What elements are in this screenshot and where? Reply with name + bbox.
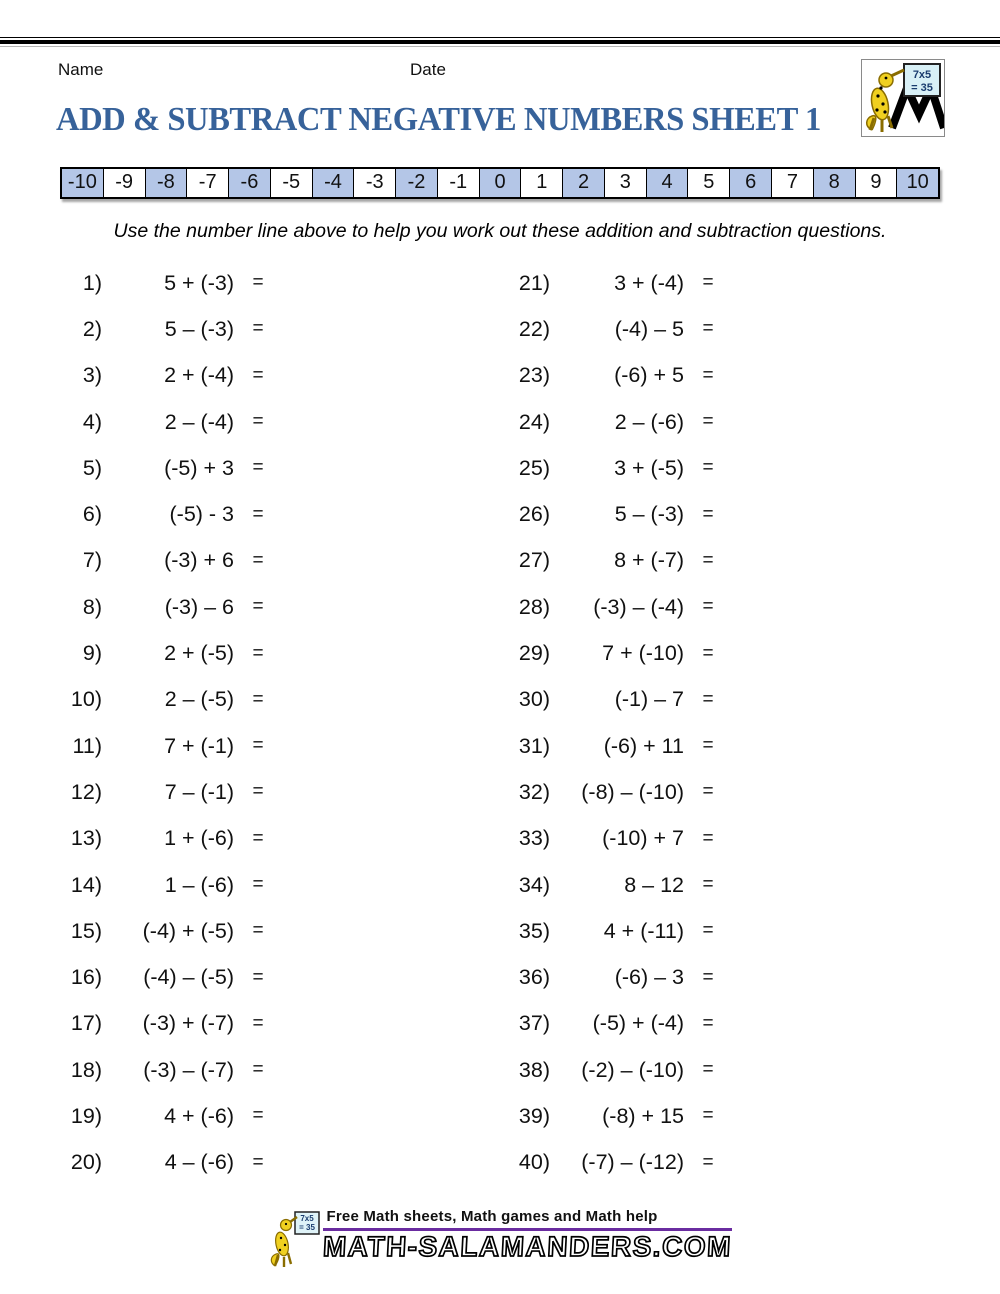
equals-sign: = <box>702 457 714 479</box>
numberline-cell: 1 <box>520 169 562 197</box>
equals-sign: = <box>252 735 264 757</box>
question-row <box>492 908 732 954</box>
question-expression: (-1) – 7 <box>614 687 684 712</box>
question-expression: 8 + (-7) <box>614 548 684 573</box>
numberline-cell: 9 <box>855 169 897 197</box>
question-number: 25) <box>518 455 550 480</box>
question-number: 9) <box>82 641 102 666</box>
question-row <box>492 677 732 723</box>
question-expression: (-5) + (-4) <box>592 1011 684 1036</box>
question-number: 7) <box>82 548 102 573</box>
question-row <box>492 769 732 815</box>
question-row <box>492 445 732 491</box>
question-row <box>48 491 282 537</box>
question-expression: (-3) – (-7) <box>143 1057 234 1082</box>
question-row <box>492 954 732 1000</box>
equals-sign: = <box>252 272 264 294</box>
question-expression: 7 + (-1) <box>164 733 234 758</box>
question-number: 39) <box>518 1103 550 1128</box>
question-number: 5) <box>82 455 102 480</box>
question-expression: (-8) + 15 <box>602 1103 684 1128</box>
question-number: 22) <box>518 316 550 341</box>
question-expression: (-7) – (-12) <box>581 1150 684 1175</box>
equals-sign: = <box>252 1151 264 1173</box>
equals-sign: = <box>702 318 714 340</box>
numberline-cell: 2 <box>562 169 604 197</box>
question-row <box>492 260 732 306</box>
question-number: 21) <box>518 270 550 295</box>
number-line <box>60 167 940 199</box>
footer-salamander-body-icon <box>271 1217 297 1267</box>
questions-column-right <box>492 260 732 1186</box>
numberline-cell: 10 <box>896 169 938 197</box>
equals-sign: = <box>252 1012 264 1034</box>
equals-sign: = <box>252 457 264 479</box>
question-row <box>48 1093 282 1139</box>
question-expression: 1 – (-6) <box>164 872 234 897</box>
numberline-cell: -1 <box>437 169 479 197</box>
numberline-cell: 8 <box>813 169 855 197</box>
question-expression: 8 – 12 <box>624 872 684 897</box>
question-expression: 2 – (-5) <box>164 687 234 712</box>
footer-mascot <box>269 1210 321 1275</box>
question-row <box>492 306 732 352</box>
footer-board-line1: 7x5 <box>299 1214 314 1223</box>
question-number: 36) <box>518 965 550 990</box>
numberline-cell: -9 <box>103 169 145 197</box>
question-expression: (-4) + (-5) <box>142 918 234 943</box>
question-row <box>48 908 282 954</box>
question-expression: 3 + (-5) <box>614 455 684 480</box>
question-row <box>48 445 282 491</box>
numberline-cell: -2 <box>395 169 437 197</box>
question-number: 34) <box>518 872 550 897</box>
question-row <box>492 1140 732 1186</box>
question-expression: (-3) + (-7) <box>142 1011 234 1036</box>
question-row <box>492 1001 732 1047</box>
question-row <box>492 538 732 584</box>
question-row <box>48 723 282 769</box>
question-expression: 2 – (-4) <box>164 409 234 434</box>
equals-sign: = <box>702 735 714 757</box>
question-expression: 2 + (-5) <box>164 641 234 666</box>
question-expression: 5 – (-3) <box>614 502 684 527</box>
equals-sign: = <box>252 827 264 849</box>
question-row <box>48 769 282 815</box>
equals-sign: = <box>702 688 714 710</box>
question-number: 37) <box>518 1011 550 1036</box>
question-number: 12) <box>70 779 102 804</box>
question-row <box>492 630 732 676</box>
question-number: 30) <box>518 687 550 712</box>
question-row <box>48 399 282 445</box>
equals-sign: = <box>702 364 714 386</box>
question-number: 14) <box>70 872 102 897</box>
equals-sign: = <box>702 920 714 942</box>
question-number: 17) <box>70 1011 102 1036</box>
equals-sign: = <box>702 874 714 895</box>
question-number: 29) <box>518 641 550 666</box>
equals-sign: = <box>252 549 264 571</box>
question-row <box>492 399 732 445</box>
question-expression: (-2) – (-10) <box>581 1057 684 1082</box>
name-label: Name <box>58 60 104 79</box>
equals-sign: = <box>702 1105 714 1127</box>
question-expression: (-6) + 5 <box>614 363 684 388</box>
question-expression: (-6) + 11 <box>603 733 684 758</box>
question-number: 27) <box>518 548 550 573</box>
date-label: Date <box>410 60 446 79</box>
question-row <box>492 723 732 769</box>
page-title: ADD & SUBTRACT NEGATIVE NUMBERS SHEET 1 <box>56 101 821 138</box>
equals-sign: = <box>252 318 264 340</box>
footer-logo <box>0 1208 1000 1275</box>
equals-sign: = <box>252 1105 264 1127</box>
question-expression: (-5) - 3 <box>169 502 234 527</box>
equals-sign: = <box>252 596 264 618</box>
question-row <box>48 677 282 723</box>
question-expression: (-3) + 6 <box>164 548 234 573</box>
question-number: 26) <box>518 502 550 527</box>
footer-text-block <box>323 1208 732 1261</box>
question-expression: (-4) – (-5) <box>143 965 234 990</box>
question-row <box>48 630 282 676</box>
question-number: 10) <box>70 687 102 712</box>
question-row <box>48 353 282 399</box>
question-number: 31) <box>518 733 550 758</box>
equals-sign: = <box>252 920 264 942</box>
equals-sign: = <box>252 411 264 433</box>
question-number: 15) <box>70 918 102 943</box>
question-row <box>48 1001 282 1047</box>
question-row <box>492 491 732 537</box>
question-expression: 3 + (-4) <box>614 270 684 295</box>
question-number: 32) <box>518 779 550 804</box>
question-expression: (-4) – 5 <box>614 316 684 341</box>
footer-tagline: Free Math sheets, Math games and Math help <box>326 1208 658 1225</box>
equals-sign: = <box>702 272 714 294</box>
question-number: 13) <box>70 826 102 851</box>
question-number: 3) <box>82 363 102 388</box>
question-number: 11) <box>72 733 102 758</box>
numberline-cell: -10 <box>62 169 103 197</box>
footer-salamander-icon <box>269 1210 321 1270</box>
equals-sign: = <box>702 1151 714 1173</box>
salamander-logo <box>861 59 945 137</box>
equals-sign: = <box>702 827 714 849</box>
numberline-cell: -4 <box>312 169 354 197</box>
footer-board-line2: = 35 <box>298 1223 315 1232</box>
numberline-cell: -6 <box>228 169 270 197</box>
question-expression: (-5) + 3 <box>164 455 234 480</box>
question-row <box>492 353 732 399</box>
question-number: 6) <box>82 502 102 527</box>
question-number: 19) <box>70 1103 102 1128</box>
numberline-cell: 0 <box>479 169 521 197</box>
equals-sign: = <box>702 781 714 803</box>
question-expression: 4 + (-11) <box>603 918 684 943</box>
equals-sign: = <box>702 966 714 988</box>
question-row <box>492 584 732 630</box>
numberline-cell: 7 <box>771 169 813 197</box>
footer-wordmark: MATH-SALAMANDERS.COM <box>321 1231 733 1262</box>
numberline-cell: -3 <box>353 169 395 197</box>
question-number: 2) <box>82 316 102 341</box>
question-number: 23) <box>518 363 550 388</box>
equals-sign: = <box>702 1059 714 1081</box>
question-row <box>48 260 282 306</box>
question-number: 20) <box>70 1150 102 1175</box>
equals-sign: = <box>702 549 714 571</box>
equals-sign: = <box>252 642 264 664</box>
question-row <box>48 1140 282 1186</box>
question-expression: 5 + (-3) <box>164 270 234 295</box>
equals-sign: = <box>702 503 714 525</box>
question-row <box>48 862 282 908</box>
question-expression: 7 – (-1) <box>164 779 234 804</box>
question-number: 8) <box>82 594 102 619</box>
question-row <box>48 816 282 862</box>
question-number: 16) <box>70 965 102 990</box>
question-number: 35) <box>518 918 550 943</box>
question-expression: (-10) + 7 <box>602 826 684 851</box>
questions-column-left <box>48 260 282 1186</box>
question-expression: 2 – (-6) <box>614 409 684 434</box>
question-expression: 2 + (-4) <box>164 363 234 388</box>
question-number: 28) <box>518 594 550 619</box>
question-number: 24) <box>518 409 550 434</box>
question-expression: 7 + (-10) <box>602 641 684 666</box>
equals-sign: = <box>702 1012 714 1034</box>
question-expression: 4 – (-6) <box>164 1150 234 1175</box>
equals-sign: = <box>252 503 264 525</box>
question-expression: (-6) – 3 <box>614 965 684 990</box>
question-number: 18) <box>70 1057 102 1082</box>
equals-sign: = <box>252 966 264 988</box>
numberline-cell: 4 <box>646 169 688 197</box>
salamander-logo-icon <box>862 60 944 136</box>
equals-sign: = <box>702 642 714 664</box>
numberline-cell: -8 <box>145 169 187 197</box>
question-number: 40) <box>518 1150 550 1175</box>
question-row <box>48 1047 282 1093</box>
equals-sign: = <box>252 781 264 803</box>
question-expression: 4 + (-6) <box>164 1103 234 1128</box>
equals-sign: = <box>252 364 264 386</box>
question-expression: (-3) – (-4) <box>593 594 684 619</box>
header-rule <box>0 37 1000 47</box>
question-row <box>492 1047 732 1093</box>
board-equation-line1: 7x5 <box>912 69 932 81</box>
equals-sign: = <box>252 874 264 895</box>
question-row <box>48 306 282 352</box>
numberline-cell: -5 <box>270 169 312 197</box>
question-row <box>492 816 732 862</box>
question-expression: 1 + (-6) <box>164 826 234 851</box>
question-row <box>492 862 732 908</box>
instruction-text: Use the number line above to help you work out these addition and subtraction questions. <box>113 220 887 242</box>
question-number: 33) <box>518 826 550 851</box>
board-equation-line2: = 35 <box>911 82 933 94</box>
question-number: 1) <box>82 270 102 295</box>
numberline-cell: -7 <box>186 169 228 197</box>
question-row <box>48 538 282 584</box>
question-row <box>48 584 282 630</box>
numberline-cell: 5 <box>687 169 729 197</box>
equals-sign: = <box>252 1059 264 1081</box>
numberline-cell: 6 <box>729 169 771 197</box>
equals-sign: = <box>252 688 264 710</box>
question-expression: 5 – (-3) <box>164 316 234 341</box>
question-number: 4) <box>82 409 102 434</box>
question-number: 38) <box>518 1057 550 1082</box>
equals-sign: = <box>702 411 714 433</box>
equals-sign: = <box>702 596 714 618</box>
question-expression: (-3) – 6 <box>164 594 234 619</box>
question-expression: (-8) – (-10) <box>581 779 684 804</box>
question-row <box>492 1093 732 1139</box>
numberline-cell: 3 <box>604 169 646 197</box>
question-row <box>48 954 282 1000</box>
